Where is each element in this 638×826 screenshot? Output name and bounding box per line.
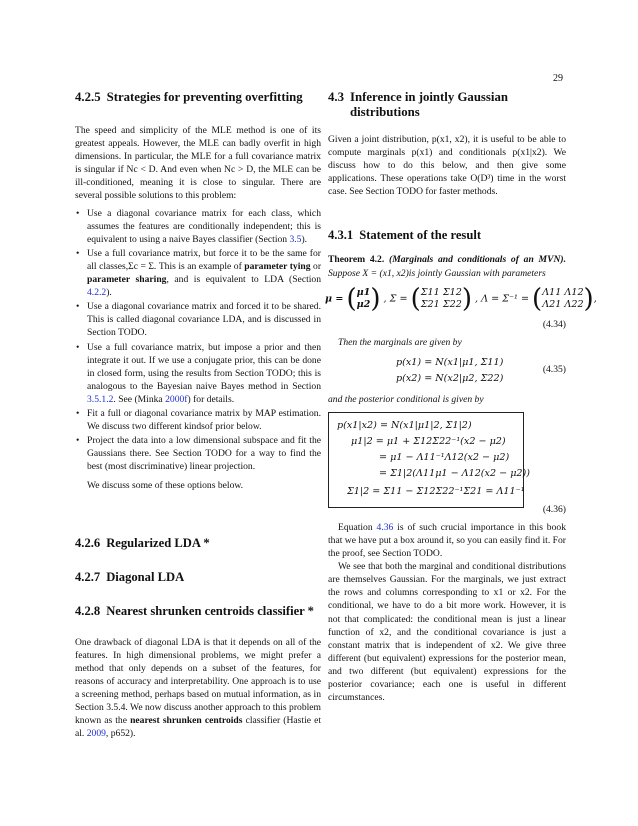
section-heading-4-2-6: 4.2.6 Regularized LDA * [75,535,210,550]
section-heading-4-3-1: 4.3.1 Statement of the result [328,228,482,243]
list-item: • Fit a full or diagonal covariance matrix by MAP estimation. We discuss two different kindsof prior below. [75,407,321,433]
equation-link[interactable]: 4.36 [376,521,394,533]
page-number: 29 [553,73,563,84]
section-heading-4-2-5: 4.2.5 Strategies for preventing overfitting [75,90,303,104]
list-item: • Use a diagonal covariance matrix and forced it to be shared. This is called diagonal covariance LDA, and is discussed in Section TODO. [75,300,321,339]
right-column [325,90,597,704]
section-link[interactable]: 3.5 [289,233,302,245]
theorem-4-2: Theorem 4.2. (Marginals and conditionals of an MVN). Suppose X = (x1, x2)is jointly Gaussian with parameters [328,254,566,279]
nsc-paragraph: One drawback of diagonal LDA is that it depends on all of the features. In high dimensional problems, we might prefer a method that only depends on a subset of the features, for reasons of accuracy and interpretability. One approach is to use a screening method, perhaps based on mutual information, as in Section 3.5.4. We now discuss another approach to this problem known as the nearest shrunken centroids classifier (Hastie et al. 2009, p652). [75,636,321,740]
strategy-list [75,207,321,474]
list-item: • Use a full covariance matrix, but impose a prior and then integrate it out. If we use a conjugate prior, this can be done in closed form, using the results from Section TODO; this is analogous to the Bayesian naive Bayes method in Section 3.5.1.2. See (Minka 2000f) for details. [75,341,321,406]
section-link[interactable]: 4.2.2 [87,287,107,299]
discussion-paragraph: We see that both the marginal and conditional distributions are themselves Gaussian. For the marginals, we just extract the rows and columns corresponding to x1 or x2. For the conditional, we have to do a bit more work. However, it is not that complicated: the conditional mean is just a linear function of x2, and the conditional covariance is just a constant matrix that is independent of x2. We give three different (but equivalent) expressions for the posterior mean, and two different (but equivalent) expressions for the posterior covariance; each one is useful in different circumstances. [328,561,566,704]
marginals-intro: Then the marginals are given by [338,336,462,348]
equation-number: (4.36) [542,504,566,515]
equation-number: (4.34) [542,318,566,330]
left-column [75,90,321,740]
equation-4-35: p(x1) = N(x1|μ1, Σ11) p(x2) = N(x2|μ2, Σ22) (4.35) [396,356,566,384]
list-item: • Use a diagonal covariance matrix for each class, which assumes the features are conditionally independent; this is equivalent to using a naive Bayes classifier (Section 3.5). [75,207,321,246]
citation-link[interactable]: 2009 [86,728,106,740]
list-item: • Use a full covariance matrix, but force it to be the same for all classes,Σc = Σ. This is an example of parameter tying or parameter sharing, and is equivalent to LDA (Section 4.2.2). [75,247,321,299]
outro-paragraph: We discuss some of these options below. [87,480,244,492]
section-heading-4-2-7: 4.2.7 Diagonal LDA [75,569,185,584]
equation-number: (4.35) [542,363,566,375]
equation-4-36-box: p(x1|x2) = N(x1|μ1|2, Σ1|2) μ1|2 = μ1 + Σ12Σ22⁻¹(x2 − μ2) = μ1 − Λ11⁻¹Λ12(x2 − μ2) = Σ1|2(Λ11μ1 − Λ12(x2 − μ2)) Σ1|2 = Σ11 − Σ12Σ22⁻¹Σ21 = Λ11⁻¹ [328,412,524,508]
intro-paragraph: The speed and simplicity of the MLE method is one of its greatest appeals. However, the MLE can badly overfit in high dimensions. In particular, the MLE for a full covariance matrix is singular if Nc < D. And even when Nc > D, the MLE can be ill-conditioned, meaning it is close to singular. There are several possible solutions to this problem: [75,125,321,202]
section-link[interactable]: 3.5.1.2 [87,393,114,405]
equation-4-34: μ = (μ1 μ2) , Σ = (Σ11 Σ12 Σ21 Σ22) , Λ = Σ⁻¹ = (Λ11 Λ12 Λ21 Λ22), [325,283,597,314]
section-heading-4-3: 4.3 Inference in jointly Gaussian distributions [328,90,508,119]
posterior-intro: and the posterior conditional is given by [328,393,484,405]
list-item: • Project the data into a low dimensional subspace and fit the Gaussians there. See Section TODO for a way to find the best (most discriminative) linear projection. [75,434,321,473]
inference-intro: Given a joint distribution, p(x1, x2), it is useful to be able to compute marginals p(x1) and conditionals p(x1|x2). We discuss how to do this below, and then give some applications. These operations take O(D³) time in the worst case. See Section TODO for faster methods. [328,134,566,198]
boxed-note-paragraph: Equation 4.36 is of such crucial importance in this book that we have put a box around it, so you can easily find it. For the proof, see Section TODO. [328,521,566,560]
section-heading-4-2-8: 4.2.8 Nearest shrunken centroids classifier * [75,603,314,618]
citation-link[interactable]: 2000f [165,393,188,405]
